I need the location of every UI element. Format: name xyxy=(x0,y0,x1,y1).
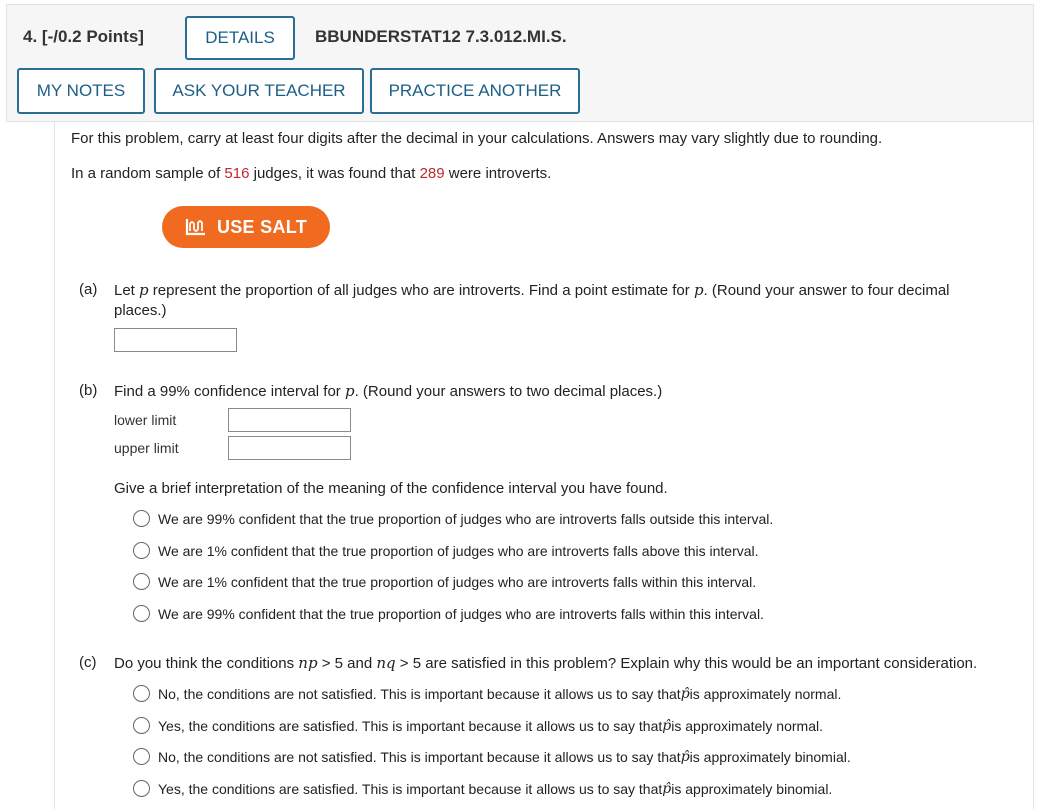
practice-another-button[interactable]: PRACTICE ANOTHER xyxy=(370,68,580,114)
conditions-option[interactable]: Yes, the conditions are satisfied. This is important because it allows us to say that p̂ is approximately binomial. xyxy=(133,780,832,797)
use-salt-button[interactable] xyxy=(162,206,330,248)
problem-code: BBUNDERSTAT12 7.3.012.MI.S. xyxy=(315,27,567,46)
interpretation-option[interactable]: We are 1% confident that the true proportion of judges who are introverts falls within this interval. xyxy=(133,573,756,590)
part-b-question: Find a 99% confidence interval for p. (Round your answers to two decimal places.) xyxy=(114,382,663,400)
lower-limit-input[interactable] xyxy=(228,408,351,432)
conditions-option[interactable]: No, the conditions are not satisfied. This is important because it allows us to say that p̂ is approximately normal. xyxy=(133,685,841,702)
radio-button[interactable] xyxy=(133,605,150,622)
question-body xyxy=(54,122,1034,809)
radio-button[interactable] xyxy=(133,542,150,559)
radio-button[interactable] xyxy=(133,748,150,765)
my-notes-button[interactable]: MY NOTES xyxy=(17,68,145,114)
part-a-question-line1: Let p represent the proportion of all judges who are introverts. Find a point estimate for p. (Round your answer to four decimal xyxy=(114,281,950,299)
part-b-label: (b) xyxy=(79,382,98,399)
details-button[interactable]: DETAILS xyxy=(185,16,295,60)
question-number: 4. xyxy=(23,27,38,46)
interpretation-option[interactable]: We are 1% confident that the true proportion of judges who are introverts falls above this interval. xyxy=(133,542,759,559)
points-label: [-/0.2 Points] xyxy=(41,27,144,46)
radio-button[interactable] xyxy=(133,685,150,702)
interpretation-prompt: Give a brief interpretation of the meaning of the confidence interval you have found. xyxy=(114,480,668,497)
sample-description: In a random sample of 516 judges, it was found that 289 were introverts. xyxy=(71,165,552,182)
point-estimate-input[interactable] xyxy=(114,328,237,352)
sample-size: 516 xyxy=(224,165,250,182)
conditions-option[interactable]: Yes, the conditions are satisfied. This is important because it allows us to say that p̂ is approximately normal. xyxy=(133,717,823,734)
lower-limit-label: lower limit xyxy=(114,412,177,428)
question-points xyxy=(23,27,144,47)
radio-button[interactable] xyxy=(133,780,150,797)
interpretation-option[interactable]: We are 99% confident that the true proportion of judges who are introverts falls within this interval. xyxy=(133,605,764,622)
interpretation-option[interactable]: We are 99% confident that the true proportion of judges who are introverts falls outside this interval. xyxy=(133,510,773,527)
salt-chart-icon xyxy=(185,217,207,237)
part-c-label: (c) xyxy=(79,654,97,671)
part-c-question: Do you think the conditions np > 5 and nq > 5 are satisfied in this problem? Explain why this would be an important consideration. xyxy=(114,654,978,672)
use-salt-label: USE SALT xyxy=(216,216,308,237)
radio-button[interactable] xyxy=(133,510,150,527)
part-a-question-line2: places.) xyxy=(114,302,167,319)
radio-button[interactable] xyxy=(133,573,150,590)
upper-limit-input[interactable] xyxy=(228,436,351,460)
radio-button[interactable] xyxy=(133,717,150,734)
question-header xyxy=(6,4,1034,122)
upper-limit-label: upper limit xyxy=(114,440,179,456)
conditions-option[interactable]: No, the conditions are not satisfied. This is important because it allows us to say that p̂ is approximately binomial. xyxy=(133,748,851,765)
part-a-label: (a) xyxy=(79,281,98,298)
instruction-text: For this problem, carry at least four digits after the decimal in your calculations. Answers may vary slightly due to rounding. xyxy=(71,130,883,147)
introvert-count: 289 xyxy=(419,165,445,182)
ask-teacher-button[interactable]: ASK YOUR TEACHER xyxy=(154,68,364,114)
